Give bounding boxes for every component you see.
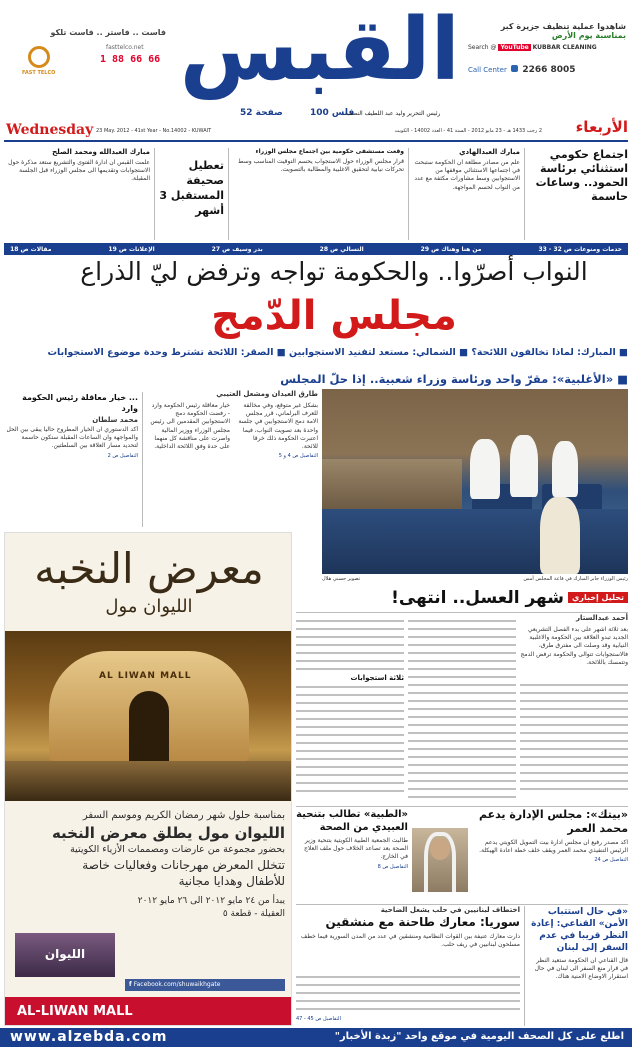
analysis-body-col3 (296, 620, 404, 798)
top-story-3-body: قرار مجلس الوزراء حول الاستجواب يحسم التوقيت المناسب وسط تحركات نيابية لتحقيق الاغلبية والمطالبة بالتصويت. (238, 158, 404, 174)
footer-site[interactable]: www.alzebda.com (10, 1029, 168, 1045)
ad-dates: يبدأ من ٢٤ مايو ٢٠١٢ الى ٢٦ مايو ٢٠١٢ (137, 896, 285, 906)
ad-location: العقيلة - قطعة ٥ (222, 909, 285, 919)
fasttelco-ad[interactable] (20, 28, 170, 98)
main-title: مجلس الدّمج (211, 293, 457, 339)
analysis-title: شهر العسل.. انتهى! (391, 588, 564, 608)
mall-photo (5, 631, 292, 801)
mall-sign: AL LIWAN MALL (99, 671, 192, 681)
ad-line-4: تتخلل المعرض مهرجانات وفعاليات خاصة (82, 858, 285, 872)
person (540, 497, 580, 574)
main-body-right-text: بشكل غير متوقع، وفي مخالفة للعرف البرلماني، قرر مجلس الامة دمج الاستجوابين في جلسة واحدة بعد تصويت النواب، فيما اعتبرت الحكومة ذلك خرقا للائحة. (238, 402, 318, 451)
bottom-story-3-title: «في حال استتباب الأمن» القناعي: إعادة النظر قريبا في عدم السفر إلى لبنان (531, 907, 628, 953)
rule (296, 904, 628, 905)
rule (296, 806, 628, 807)
main-deck-1: ■ المبارك: لماذا تخالفون اللائحة؟ ■ الشمالي: مستعد لتفنيد الاستجوابين ■ الصقر: اللائحة تشترط وحدة موضوع الاستجوابات (47, 347, 628, 358)
index-item[interactable]: مقالات ص 18 (10, 245, 52, 253)
photo-credit: تصوير حسني هلال (322, 576, 361, 582)
main-kicker: النواب أصرّوا.. والحكومة تواجه وترفض ليّ الذراع (80, 257, 588, 286)
kubbar-search: Search @ (468, 44, 497, 51)
parliament-photo (322, 389, 628, 574)
top-story-1[interactable] (528, 148, 628, 242)
bottom-story-4[interactable] (296, 906, 520, 1026)
top-story-4-title: تعطيل صحيفة المستقبل 3 أشهر (159, 159, 224, 217)
bottom-story-3[interactable] (528, 906, 628, 1026)
day-en: Wednesday (6, 122, 94, 138)
bottom-story-3-body: قال القناعي ان الحكومة ستعيد النظر في قرار منع السفر الى لبنان في حال استقرار الاوضاع الامنية هناك. (534, 957, 628, 981)
side-column-author: محمد سلطان (92, 416, 138, 424)
bottom-story-4-title: سوريا: معارك طاحنة مع منشقين (325, 915, 520, 929)
bottom-story-2-title: «الطبية» تطالب بتنحية العبيدي من الصحة (296, 809, 408, 833)
bottom-story-4-kicker: اختطاف لبنانيين في حلب يشعل الضاحية (380, 906, 520, 914)
ad-line-3: بحضور مجموعة من عارضات ومصممات الأزياء الكويتية (70, 844, 285, 855)
ad-logo: الليوان (44, 947, 86, 961)
text-lines (408, 620, 516, 798)
fasttelco-site: fasttelco.net (106, 44, 144, 51)
side-column-ref[interactable]: التفاصيل ص 2 (107, 452, 138, 459)
bottom-story-1-title: «بيتك»: مجلس الإدارة يدعم محمد العمر (478, 808, 628, 835)
price: 100 فلس (310, 108, 355, 118)
top-story-5-title: مبارك العبدالله ومحمد الصلح (52, 148, 150, 156)
kubbar-search-row (468, 44, 626, 51)
bottom-story-4-body: دارت معارك عنيفة بين القوات النظامية ومنشقين في عدد من المدن السورية فيما خطف مسلحون لبنانيين في ريف حلب. (300, 933, 520, 949)
kubbar-line1: شاهدوا عملية تنظيف جزيرة كبر (500, 22, 626, 31)
facebook-link[interactable] (125, 979, 285, 991)
bottom-story-2[interactable] (296, 808, 408, 900)
ad-line-2: الليوان مول يطلق معرض النخبه (51, 824, 285, 842)
bottom-story-1-body: اكد مصدر رفيع ان مجلس ادارة بيت التمويل الكويتي يدعم الرئيس التنفيذي محمد العمر ويقف خلف خطة اعادة الهيكلة. (479, 839, 628, 855)
main-body-left (148, 402, 230, 517)
ad-copy (13, 809, 285, 921)
footer-tagline: اطلع على كل الصحف اليومية في موقع واحد "زبدة الأخبار" (334, 1031, 624, 1042)
portrait-ghutra (424, 832, 456, 892)
main-byline: طارق العيدان ومشعل العتيبي (216, 390, 318, 398)
desk (322, 509, 628, 574)
analysis-author: أحمد عبدالستار (576, 614, 628, 622)
liwan-mall-ad[interactable] (4, 532, 292, 1026)
youtube-icon[interactable]: YouTube (500, 44, 529, 51)
kubbar-call: Call Center (468, 66, 507, 74)
top-story-3[interactable] (232, 148, 404, 242)
side-column-body: أكد الدستوري ان الخيار المطروح حاليا يبقى بين الحل والمواجهة وان الساعات المقبلة ستكون حاسمة لتحديد مسار العلاقة بين السلطتين. (6, 426, 138, 450)
footer-banner[interactable] (0, 1028, 632, 1047)
bottom-story-1-ref[interactable]: التفاصيل ص 24 (594, 857, 628, 864)
col-divider (142, 392, 143, 527)
col-divider (524, 148, 525, 240)
top-story-2[interactable] (412, 148, 520, 242)
index-item[interactable]: من هنا وهناك ص 29 (420, 245, 482, 253)
newspaper-logo: القبس (179, 0, 460, 100)
main-deck-2: ■ «الأغلبية»: مقرّ واحد ورئاسة وزراء شعبية.. إذا حلّ المجلس (280, 372, 628, 386)
analysis-body-col2 (408, 620, 516, 798)
fasttelco-phone: 1 88 66 66 (100, 54, 161, 65)
col-divider (228, 148, 229, 240)
ad-subtitle: الليوان مول (105, 596, 193, 617)
facebook-url: Facebook.com/shuwaikhgate (133, 981, 221, 988)
fasttelco-logo-icon (28, 46, 50, 68)
index-item[interactable]: التسالي ص 28 (319, 245, 364, 253)
phone-icon (511, 65, 518, 72)
main-ref[interactable]: التفاصيل ص 4 و 5 (278, 453, 318, 460)
analysis-subhead: ثلاثة استجوابات (350, 674, 404, 682)
person (510, 435, 538, 497)
photo-caption: رئيس الوزراء جابر المبارك في قاعة المجلس أمس (523, 576, 628, 582)
ad-logo-box (15, 933, 115, 977)
dateline-ar: 2 رجب 1433 هـ - 23 مايو 2012 - السنة 41 - العدد 14002 - الكويت (394, 128, 542, 134)
facebook-icon: f (129, 981, 134, 988)
top-story-4[interactable] (158, 158, 224, 238)
mall-entrance (129, 691, 169, 761)
person (552, 441, 578, 497)
side-column[interactable] (6, 392, 138, 527)
mall-floor (5, 761, 292, 801)
bench (322, 459, 462, 509)
top-story-2-title: مبارك العبدالهادي (459, 148, 520, 156)
col-divider (408, 148, 409, 240)
main-body-right (236, 402, 318, 517)
text-lines (296, 620, 404, 670)
rule (296, 612, 628, 613)
col-divider (524, 906, 525, 1026)
kubbar-company: KUBBAR CLEANING (532, 44, 597, 51)
portrait-photo (412, 828, 468, 892)
analysis-header (296, 588, 628, 610)
kubbar-call-row (468, 65, 626, 75)
text-lines (296, 686, 404, 798)
top-story-2-body: علم من مصادر مطلعة ان الحكومة ستبحث في اجتماعها الاستثنائي موقفها من الاستجوابين وسط مشاورات مكثفة مع عدد من النواب لحسم المواجهة. (414, 159, 520, 191)
bottom-story-4-ref[interactable]: التفاصيل ص 45 - 47 (296, 1016, 341, 1022)
ad-title: معرض النخبه (34, 544, 264, 593)
ad-line-5: للأطفال وهدايا مجانية (178, 874, 285, 888)
page-count: 52 صفحة (240, 108, 283, 118)
kubbar-cleaning-ad[interactable] (468, 22, 626, 104)
index-item[interactable]: خدمات ومنوعات ص 32 - 33 (538, 245, 622, 253)
dateline-en: 23 May. 2012 - 41st Year - No.14002 - KUWAIT (96, 128, 212, 134)
analysis-body-col1 (520, 626, 628, 798)
index-item[interactable]: الإعلانات ص 19 (108, 245, 155, 253)
index-bar (4, 243, 628, 255)
bottom-story-1[interactable] (472, 808, 628, 900)
fasttelco-slogan: فاست .. فاستر .. فاست تلكو (50, 28, 166, 37)
top-story-1-title: اجتماع حكومي استثنائي برئاسة الحمود.. وساعات حاسمة (535, 148, 628, 203)
price-row (150, 108, 480, 122)
bottom-story-2-body: طالبت الجمعية الطبية الكويتية بتنحية وزير الصحة بعد تصاعد الخلاف حول ملف العلاج في الخارج. (304, 837, 408, 861)
kubbar-number: 2266 8005 (522, 65, 576, 75)
analysis-body: بعد ثلاثة اشهر على بدء الفصل التشريعي الجديد تبدو العلاقة بين الحكومة والاغلبية النيابية وقد وصلت الى مفترق طرق، فالاستجوابات تتوالى والحكومة ترفض الدمج وتتمسك باللائحة. (520, 626, 628, 666)
ad-footer: AL-LIWAN MALL (5, 997, 292, 1026)
person (470, 439, 500, 499)
side-column-title: ... خيار معاقلة رئيس الحكومة وارد (22, 393, 138, 413)
top-story-5-body: علمت القبس ان ادارة الفتوى والتشريع ستعد مذكرة حول الاستجوابات وتقديمها الى مجلس الوزراء قبل الجلسة المقبلة. (8, 159, 150, 183)
day-ar: الأربعاء (575, 118, 628, 136)
editor-in-chief: رئيس التحرير وليد عبد اللطيف النصف (346, 110, 441, 117)
fasttelco-brand: FAST TELCO (22, 70, 56, 76)
bottom-story-2-ref[interactable]: التفاصيل ص 8 (377, 863, 408, 870)
main-body-left-text: خيار معاقلة رئيس الحكومة وارد - رفضت الحكومة دمج الاستجوابين المقدمين الى رئيس مجلس الوزراء ووزير المالية واصرت على مناقشة كل منهما على حدة وفق اللائحة الداخلية. (150, 402, 230, 451)
analysis-tag: تحليل إخباري (568, 592, 628, 603)
top-story-3-title: وقعت مستشفى حكومية بين اجتماع مجلس الوزراء (255, 148, 404, 155)
index-item[interactable]: بدر وسيف ص 27 (211, 245, 263, 253)
ad-line-1: بمناسبة حلول شهر رمضان الكريم وموسم السفر (82, 810, 285, 821)
kubbar-line2: بمناسبة يوم الأرض (551, 31, 626, 40)
masthead (0, 0, 632, 145)
text-lines (520, 684, 628, 796)
top-story-5[interactable] (6, 148, 150, 242)
masthead-rule (4, 140, 628, 142)
text-lines (296, 976, 520, 1014)
col-divider (154, 148, 155, 240)
